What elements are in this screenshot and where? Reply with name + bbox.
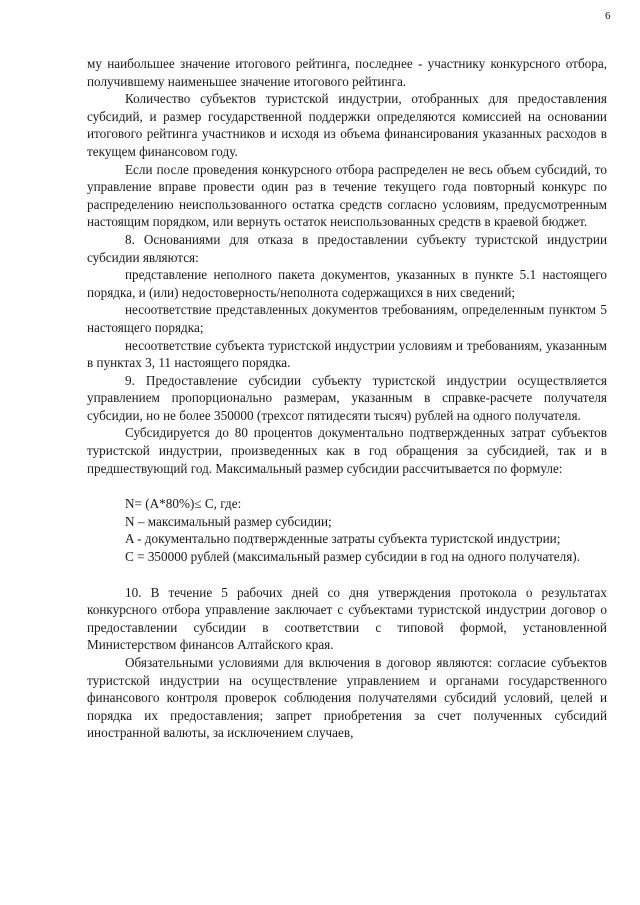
paragraph-mandatory-conditions: Обязательными условиями для включения в договор являются: согласие субъектов туристской индустрии на осуществление управлением и органами государственного финансового контроля проверок соблюдения получателями субсидий условий, целей и порядка их предоставления; запрет приобретения за счет полученных субсидий иностранной валюты, за исключением случаев, xyxy=(87,655,607,741)
list-item-incomplete-documents: представление неполного пакета документов, указанных в пункте 5.1 настоящего порядка, и (или) недостоверность/неполнота содержащихся в них сведений; xyxy=(87,267,607,300)
paragraph-subsidy-provision: 9. Предоставление субсидии субъекту туристской индустрии осуществляется управлением пропорционально размерам, указанным в справке-расчете получателя субсидии, но не более 350000 (трехсот пятидесяти тысяч) рублей на одного получателя. xyxy=(87,372,607,423)
formula: N= (A*80%)≤ C, где: xyxy=(125,496,242,512)
paragraph-agreement: 10. В течение 5 рабочих дней со дня утверждения протокола о результатах конкурсного отбора управление заключает с субъектами туристской индустрии договор о предоставлении субсидии в соответствии с типовой формой, установленной Министерством финансов Алтайского края. xyxy=(87,584,607,653)
formula-definition-a: A - документально подтвержденные затраты субъекта туристской индустрии; xyxy=(125,531,561,547)
formula-definition-n: N – максимальный размер субсидии; xyxy=(125,513,332,529)
formula-definition-c: C = 350000 рублей (максимальный размер субсидии в год на одного получателя). xyxy=(125,549,580,565)
paragraph-remaining-funds: Если после проведения конкурсного отбора распределен не весь объем субсидий, то управление вправе провести один раз в течение текущего года повторный конкурс по распределению неиспользованного остатка средств согласно условиям, предусмотренным настоящим порядком, или вернуть остаток неиспользованных средств в краевой бюджет. xyxy=(87,161,607,230)
paragraph-refusal-grounds: 8. Основаниями для отказа в предоставлении субъекту туристской индустрии субсидии являются: xyxy=(87,231,607,265)
paragraph-rating-continuation: му наибольшее значение итогового рейтинга, последнее - участнику конкурсного отбора, получившему наименьшее значение итогового рейтинга. xyxy=(87,56,607,89)
paragraph-subsidy-count: Количество субъектов туристской индустрии, отобранных для предоставления субсидий, и размер государственной поддержки определяются комиссией на основании итогового рейтинга участников и исходя из объема финансирования указанных расходов в текущем финансовом году. xyxy=(87,91,607,159)
paragraph-subsidy-percent: Субсидируется до 80 процентов документально подтвержденных затрат субъектов туристской индустрии, произведенных как в год обращения за субсидией, так и в предшествующий год. Максимальный размер субсидии рассчитывается по формуле: xyxy=(87,425,607,476)
list-item-document-mismatch: несоответствие представленных документов требованиям, определенным пунктом 5 настоящего порядка; xyxy=(87,302,607,335)
list-item-subject-mismatch: несоответствие субъекта туристской индустрии условиям и требованиям, указанным в пунктах 3, 11 настоящего порядка. xyxy=(87,337,607,371)
document-body xyxy=(87,55,607,742)
page-number: 6 xyxy=(605,10,611,22)
